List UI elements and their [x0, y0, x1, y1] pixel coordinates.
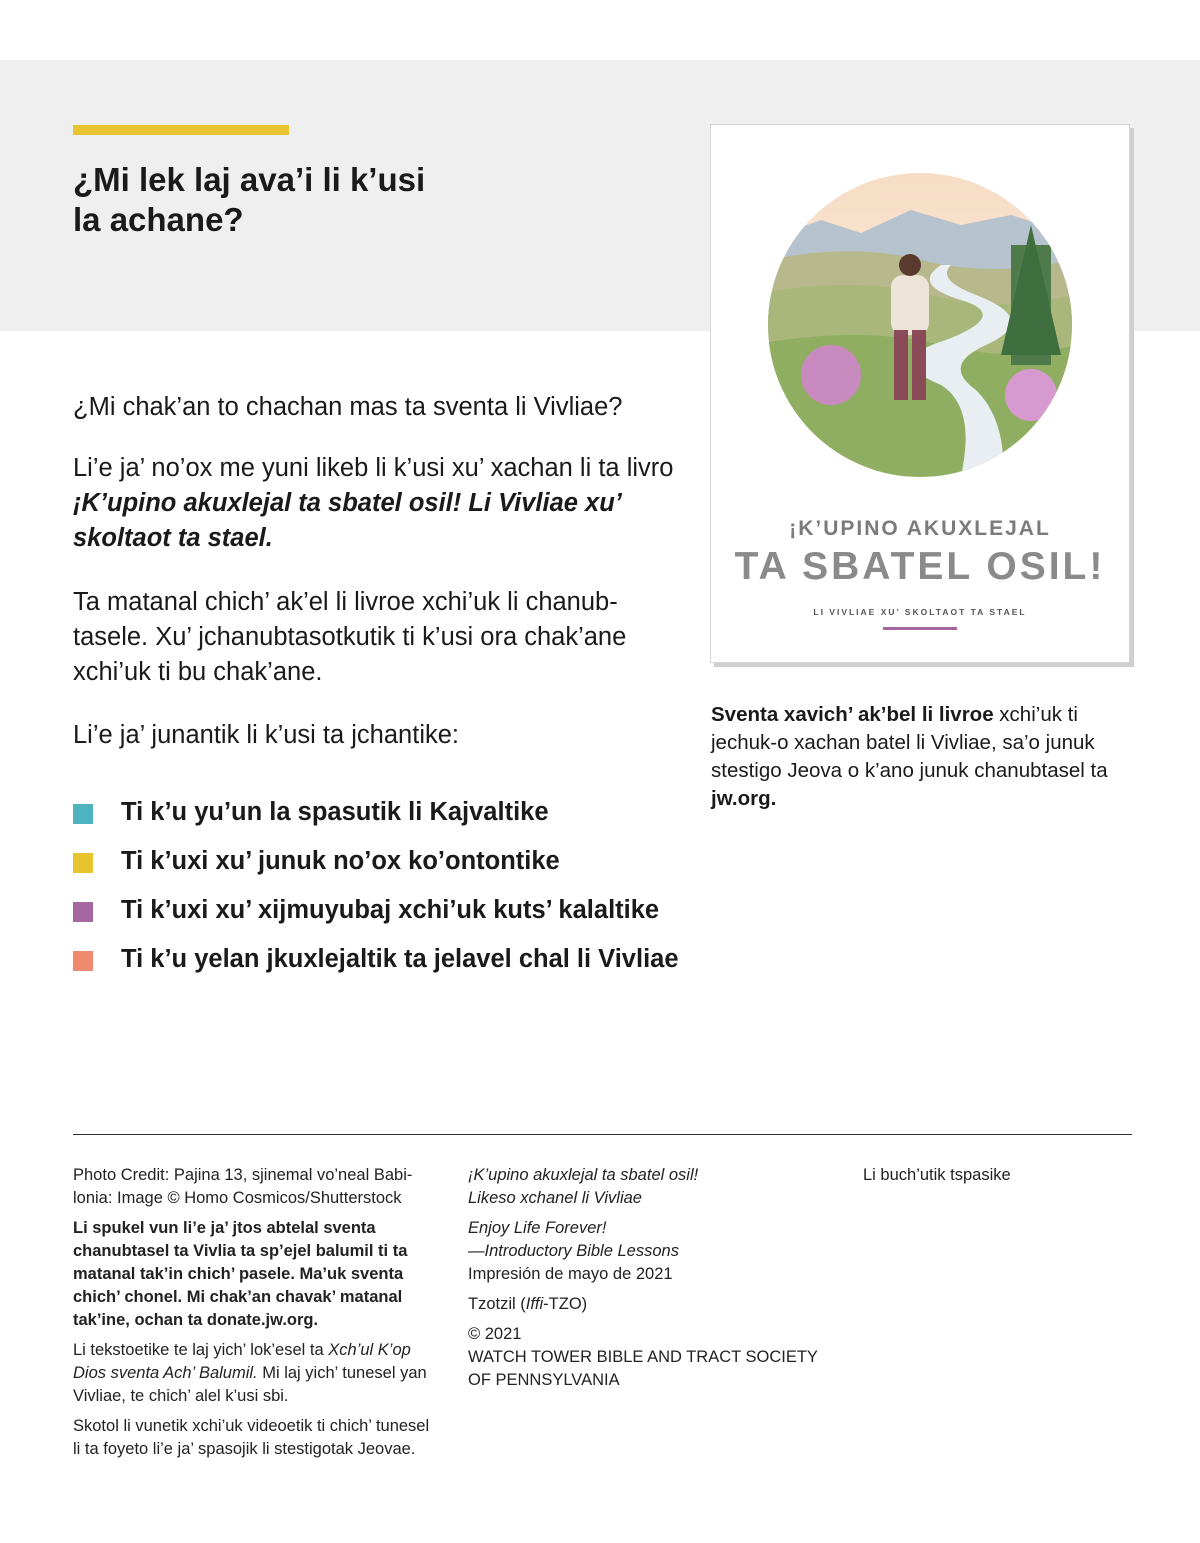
- donation-note: Li spukel vun li’e ja’ jtos abtelal sventa chanubtasel ta Vivlia ta sp’ejel balumil ti ta matanal tak’in chich’ pasele. Ma’uk sventa chich’ chonel. Mi chak’an chavak’ matanal tak’ine, ochan ta donate.jw.org.: [73, 1219, 408, 1329]
- publisher-line-2: OF PENNSYLVANIA: [468, 1371, 620, 1389]
- local-title-line-1: ¡K’upino akuxlejal ta sbatel osil!: [468, 1166, 699, 1184]
- square-bullet-icon: [73, 951, 93, 971]
- footer-column-1: [73, 1164, 433, 1468]
- page-title: [73, 160, 493, 240]
- footer-divider: [73, 1134, 1132, 1135]
- caption-bold: Sventa xavich’ ak’bel li livroe: [711, 703, 994, 726]
- intro-paragraph: [73, 451, 683, 556]
- list-item: [73, 844, 693, 879]
- local-title: [468, 1164, 828, 1210]
- language-code: Iffi: [525, 1295, 544, 1313]
- scripture-title: Xch’ul K’op Dios sventa Ach’ Balumil.: [73, 1341, 411, 1382]
- footer-column-2: [468, 1164, 828, 1399]
- local-title-line-2: Likeso xchanel li Vivliae: [468, 1189, 642, 1207]
- topic-list: [73, 795, 693, 991]
- cover-subtitle: LI VIVLIAE XU’ SKOLTAOT TA STAEL: [813, 607, 1027, 617]
- caption-text: xchi’uk ti jechuk-o xachan batel li Vivliae, sa’o junuk stestigo Jeova o k’ano junuk chanubtasel ta: [711, 703, 1108, 782]
- language-line: [468, 1293, 828, 1316]
- list-item: [73, 893, 693, 928]
- scripture-suffix: Mi laj yich’ tunesel yan Vivliae, te chich’ alel k’usi sbi.: [73, 1364, 427, 1405]
- cover-small-title: ¡K’UPINO AKUXLEJAL: [789, 517, 1051, 540]
- offer-paragraph: Ta matanal chich’ ak’el li livroe xchi’uk li chanubtasele. Xu’ jchanubtasotkutik ti k’usi ora chak’ane xchi’uk ti bu chak’ane.: [73, 588, 627, 686]
- copyright-year: © 2021: [468, 1325, 522, 1343]
- cover-big-title: TA SBATEL OSIL!: [734, 545, 1106, 588]
- photo-credit: Photo Credit: Pajina 13, sjinemal vo’neal Babilonia: Image © Homo Cosmicos/Shutterstock: [73, 1166, 413, 1207]
- footer-column-3: [863, 1164, 1143, 1194]
- english-title-line-2: —Introductory Bible Lessons: [468, 1242, 679, 1260]
- caption-end: .: [770, 787, 777, 810]
- topic-label: Ti k’u yelan jkuxlejaltik ta jelavel chal li Vivliae: [121, 945, 679, 973]
- topic-label: Ti k’u yu’un la spasutik li Kajvaltike: [121, 798, 549, 826]
- accent-bar: [73, 125, 289, 135]
- list-item: [73, 942, 693, 977]
- book-title: ¡K’upino akuxlejal ta sbatel osil! Li Vivliae xu’ skoltaot ta stael.: [73, 489, 621, 552]
- english-title-block: [468, 1217, 828, 1286]
- jw-org-link[interactable]: jw.org: [711, 787, 771, 810]
- publisher-note: Li buch’utik tspasike: [863, 1166, 1011, 1184]
- scripture-prefix: Li tekstoetike te laj yich’ lok’esel ta: [73, 1341, 329, 1359]
- scripture-note: [73, 1339, 433, 1408]
- title-line-1: ¿Mi lek laj ava’i li k’usi: [73, 161, 426, 198]
- cover-underline: [883, 627, 957, 630]
- list-item: [73, 795, 693, 830]
- photos-note: Skotol li vunetik xchi’uk videoetik ti chich’ tunesel li ta foyeto li’e ja’ spasojik li stestigotak Jeovae.: [73, 1417, 430, 1458]
- cover-illustration: [711, 125, 1129, 515]
- book-cover: [710, 124, 1130, 663]
- square-bullet-icon: [73, 902, 93, 922]
- square-bullet-icon: [73, 804, 93, 824]
- square-bullet-icon: [73, 853, 93, 873]
- language-prefix: Tzotzil (: [468, 1295, 526, 1313]
- intro-text: Li’e ja’ no’ox me yuni likeb li k’usi xu’ xachan li ta livro: [73, 454, 674, 482]
- topic-label: Ti k’uxi xu’ junuk no’ox ko’ontontike: [121, 847, 560, 875]
- topic-label: Ti k’uxi xu’ xijmuyubaj xchi’uk kuts’ kalaltike: [121, 896, 660, 924]
- english-title-line-1: Enjoy Life Forever!: [468, 1219, 607, 1237]
- copyright-block: [468, 1323, 828, 1392]
- printing-date: Impresión de mayo de 2021: [468, 1265, 673, 1283]
- topics-intro: Li’e ja’ junantik li k’usi ta jchantike:: [73, 721, 459, 749]
- cover-caption: [711, 701, 1131, 813]
- language-suffix: -TZO): [543, 1295, 588, 1313]
- intro-question: ¿Mi chak’an to chachan mas ta sventa li Vivliae?: [73, 393, 623, 421]
- title-line-2: la achane?: [73, 201, 244, 238]
- publisher-line-1: WATCH TOWER BIBLE AND TRACT SOCIETY: [468, 1348, 818, 1366]
